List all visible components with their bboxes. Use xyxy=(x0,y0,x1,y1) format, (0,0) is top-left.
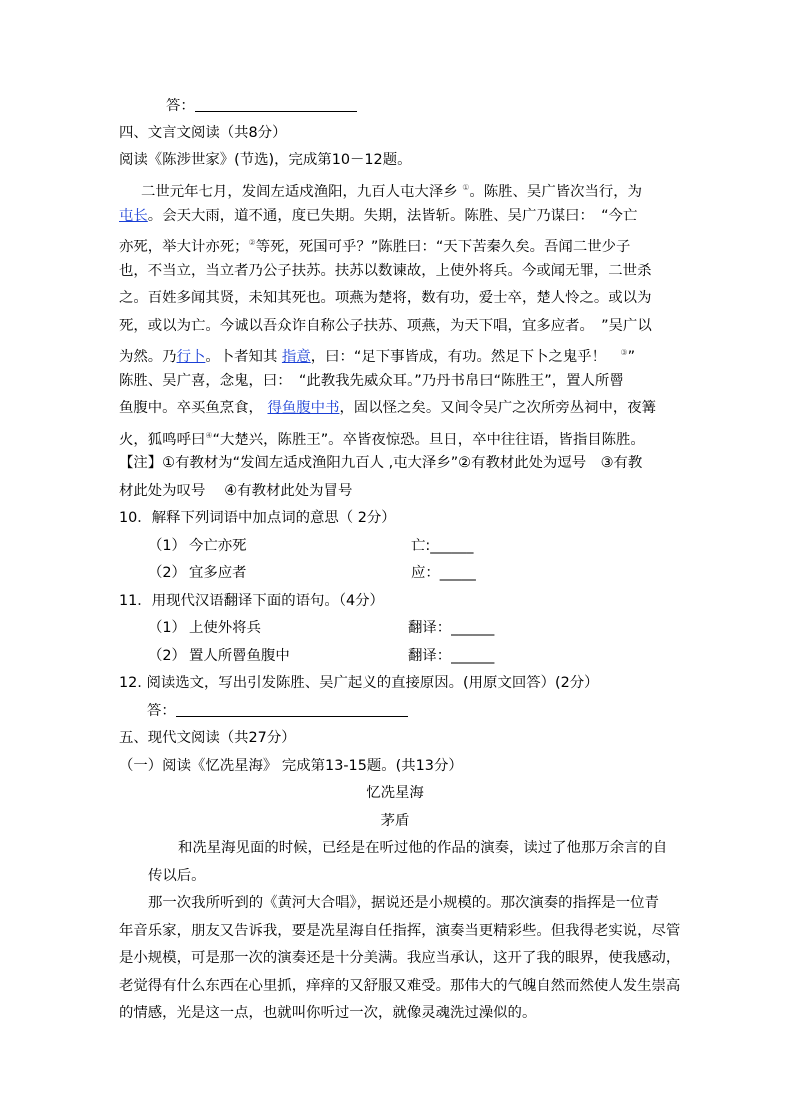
q11-item-answer[interactable]: 翻译：______ xyxy=(408,648,495,664)
section5-heading: 五、现代文阅读（共27分） xyxy=(119,730,296,746)
answer-label: 答： xyxy=(147,703,176,719)
top-answer xyxy=(166,96,357,116)
answer-blank[interactable] xyxy=(176,716,408,717)
passage-line: 为然。乃行卜。卜者知其 指意，曰：“足下事皆成，有功。然足下卜之鬼乎！ ③” xyxy=(119,348,636,365)
q11-item-answer[interactable]: 翻译：______ xyxy=(408,620,495,636)
section4-heading: 四、文言文阅读（共8分） xyxy=(119,125,287,141)
passage-line: 之。百姓多闻其贤，未知其死也。项燕为楚将，数有功，爱士卒，楚人怜之。或以为 xyxy=(119,290,652,306)
q11-item-text: 置人所罾鱼腹中 xyxy=(189,648,290,664)
q12-answer xyxy=(147,701,408,721)
article-paragraph-line: 是小规模，可是那一次的演奏还是十分美满。我应当承认，这开了我的眼界，使我感动， xyxy=(119,950,681,966)
q10-item-answer[interactable]: 应：_____ xyxy=(411,565,476,581)
passage-line: 二世元年七月，发闾左适戍渔阳，九百人屯大泽乡 ①。陈胜、吴广皆次当行，为 xyxy=(141,183,643,200)
section4-intro: 阅读《陈涉世家》(节选)，完成第10－12题。 xyxy=(119,152,412,168)
passage-line: 死，或以为亡。今诚以吾众诈自称公子扶苏、项燕，为天下唱，宜多应者。 ”吴广以 xyxy=(119,318,652,334)
q11-item-num: （1） xyxy=(148,620,186,636)
link-tunzhang[interactable]: 屯长 xyxy=(119,208,148,224)
passage-line: 火，狐鸣呼曰④“大楚兴，陈胜王”。卒皆夜惊恐。旦日，卒中往往语，皆指目陈胜。 xyxy=(119,431,645,448)
q10-item-text: 宜多应者 xyxy=(189,565,247,581)
q10-item-answer[interactable]: 亡:______ xyxy=(411,538,474,554)
q10-item-num: （1） xyxy=(148,538,186,554)
q11-item-num: （2） xyxy=(148,648,186,664)
footnote-mark: ④ xyxy=(205,431,213,440)
answer-label: 答： xyxy=(166,98,195,114)
passage-line: 屯长。会天大雨，道不通，度已失期。失期，法皆斩。陈胜、吴广乃谋曰： “今亡 xyxy=(119,208,638,224)
link-xingbu[interactable]: 行卜 xyxy=(176,349,206,365)
q10-item-num: （2） xyxy=(148,565,186,581)
answer-blank[interactable] xyxy=(195,111,357,112)
q11-stem: 11．用现代汉语翻译下面的语句。（4分） xyxy=(119,593,384,609)
note-line: 【注】①有教材为“发闾左适戍渔阳九百人 ,屯大泽乡”②有教材此处为逗号 ③有教 xyxy=(119,455,643,471)
passage-line: 鱼腹中。卒买鱼烹食， 得鱼腹中书，固以怪之矣。又间令吴广之次所旁丛祠中，夜篝 xyxy=(119,400,657,416)
article-paragraph-line: 传以后。 xyxy=(148,868,206,884)
link-deyufuzhongshu[interactable]: 得鱼腹中书 xyxy=(267,400,340,416)
section5-sub: （一）阅读《忆冼星海》 完成第13-15题。(共13分） xyxy=(119,758,463,774)
footnote-mark: ① xyxy=(462,183,470,192)
passage-line: 陈胜、吴广喜，念鬼，曰： “此教我先威众耳。”乃丹书帛曰“陈胜王”，置人所罾 xyxy=(119,373,624,389)
article-paragraph-line: 年音乐家，朋友又告诉我，要是冼星海自任指挥，演奏当更精彩些。但我得老实说，尽管 xyxy=(119,923,681,939)
passage-line: 亦死，举大计亦死；②等死，死国可乎？”陈胜曰：“天下苦秦久矣。吾闻二世少子 xyxy=(119,238,631,255)
passage-line: 也，不当立，当立者乃公子扶苏。扶苏以数谏故，上使外将兵。今或闻无罪，二世杀 xyxy=(119,263,652,279)
q10-stem: 10．解释下列词语中加点词的意思（ 2分） xyxy=(119,510,396,526)
article-title: 忆冼星海 xyxy=(366,785,424,801)
article-paragraph-line: 的情感，光是这一点，也就叫你听过一次，就像灵魂洗过澡似的。 xyxy=(119,1005,537,1021)
article-author: 茅盾 xyxy=(380,813,410,829)
article-paragraph-line: 那一次我所听到的《黄河大合唱》，据说还是小规模的。那次演奏的指挥是一位青 xyxy=(148,895,659,911)
q10-item-text: 今亡亦死 xyxy=(189,538,247,554)
q12-stem: 12. 阅读选文，写出引发陈胜、吴广起义的直接原因。(用原文回答）(2分） xyxy=(119,675,599,691)
q11-item-text: 上使外将兵 xyxy=(189,620,261,636)
article-paragraph-line: 和冼星海见面的时候，已经是在听过他的作品的演奏，读过了他那万余言的自 xyxy=(178,840,668,856)
link-zhiyi[interactable]: 指意 xyxy=(281,349,311,365)
note-line: 材此处为叹号 ④有教材此处为冒号 xyxy=(119,483,353,499)
footnote-mark: ② xyxy=(248,238,256,247)
footnote-mark: ③ xyxy=(620,348,628,357)
article-paragraph-line: 老觉得有什么东西在心里抓，痒痒的又舒服又难受。那伟大的气魄自然而然使人发生崇高 xyxy=(119,978,681,994)
